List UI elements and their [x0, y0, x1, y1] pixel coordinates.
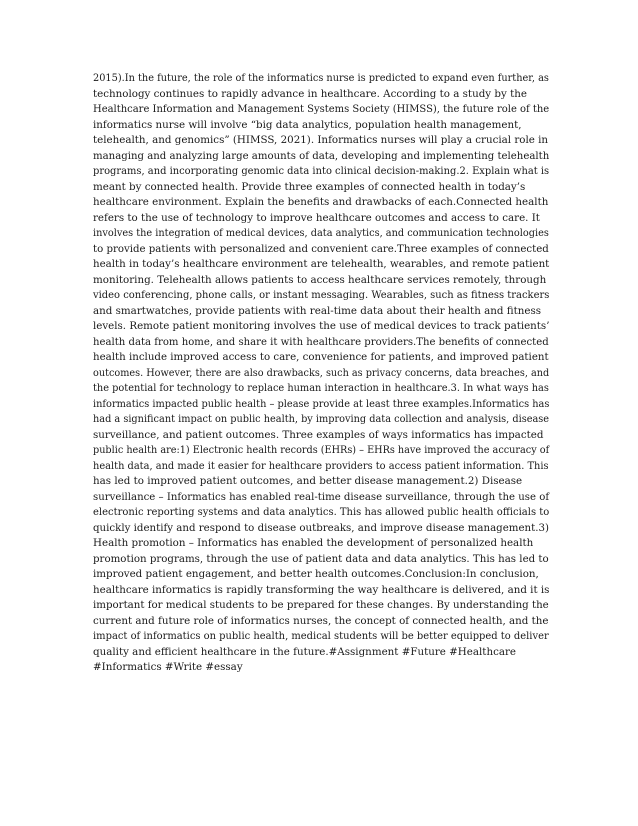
- text-line: informatics nurse will involve “big data analytics, population health management,: [93, 118, 522, 131]
- text-line: health include improved access to care, convenience for patients, and improved patient: [93, 351, 549, 363]
- text-line: improved patient engagement, and better health outcomes.Conclusion:In conclusion,: [93, 568, 539, 580]
- text-line: surveillance, and patient outcomes. Three examples of ways informatics has impacted: [93, 428, 544, 441]
- text-line: Health promotion – Informatics has enabled the development of personalized health: [93, 537, 534, 549]
- text-line: #Informatics #Write #essay: [93, 661, 243, 673]
- text-line: and smartwatches, provide patients with real-time data about their health and fitness: [93, 304, 542, 317]
- text-line: informatics impacted public health – please provide at least three examples.Informatics has: [93, 397, 550, 410]
- text-line: electronic reporting systems and data analytics. This has allowed public health officials to: [93, 506, 550, 518]
- text-line: refers to the use of technology to improve healthcare outcomes and access to care. It: [93, 211, 540, 224]
- text-line: healthcare environment. Explain the benefits and drawbacks of each.Connected health: [93, 196, 549, 208]
- text-line: levels. Remote patient monitoring involves the use of medical devices to track patients’: [93, 320, 550, 332]
- text-line: surveillance – Informatics has enabled real-time disease surveillance, through the use of: [93, 490, 550, 503]
- text-line: impact of informatics on public health, medical students will be better equipped to deliver: [93, 630, 549, 642]
- text-line: current and future role of informatics nurses, the concept of connected health, and the: [93, 614, 549, 627]
- text-line: Healthcare Information and Management Systems Society (HIMSS), the future role of the: [93, 103, 550, 115]
- body-text: [93, 71, 550, 676]
- text-line: outcomes. However, there are also drawbacks, such as privacy concerns, data breaches, and: [93, 366, 550, 379]
- text-line: telehealth, and genomics” (HIMSS, 2021). Informatics nurses will play a crucial role in: [93, 134, 549, 146]
- text-line: had a significant impact on public health, by improving data collection and analysis, disease: [93, 413, 550, 425]
- text-line: quality and efficient healthcare in the future.#Assignment #Future #Healthcare: [93, 645, 517, 658]
- text-line: 2015).In the future, the role of the informatics nurse is predicted to expand even further, as: [93, 72, 549, 84]
- text-line: monitoring. Telehealth allows patients to access healthcare services remotely, through: [93, 273, 547, 286]
- text-line: managing and analyzing large amounts of data, developing and implementing telehealth: [93, 149, 550, 162]
- text-line: the potential for technology to replace human interaction in healthcare.3. In what ways has: [93, 382, 549, 394]
- text-line: quickly identify and respond to disease outbreaks, and improve disease management.3): [93, 521, 549, 534]
- text-line: health data from home, and share it with healthcare providers.The benefits of connected: [93, 335, 549, 348]
- text-line: to provide patients with personalized and convenient care.Three examples of connected: [93, 242, 549, 255]
- text-line: involves the integration of medical devices, data analytics, and communication technologies: [93, 227, 549, 239]
- text-line: programs, and incorporating genomic data into clinical decision-making.2. Explain what is: [93, 165, 550, 177]
- text-line: video conferencing, phone calls, or instant messaging. Wearables, such as fitness trackers: [93, 289, 550, 301]
- text-line: public health are:1) Electronic health records (EHRs) – EHRs have improved the accuracy of: [93, 444, 550, 456]
- text-line: meant by connected health. Provide three examples of connected health in today’s: [93, 180, 526, 193]
- text-line: healthcare informatics is rapidly transforming the way healthcare is delivered, and it is: [93, 583, 550, 596]
- text-line: promotion programs, through the use of patient data and data analytics. This has led to: [93, 552, 549, 565]
- text-line: important for medical students to be prepared for these changes. By understanding the: [93, 599, 549, 611]
- text-line: technology continues to rapidly advance in healthcare. According to a study by the: [93, 87, 527, 100]
- text-line: health in today’s healthcare environment are telehealth, wearables, and remote patient: [93, 258, 550, 270]
- text-line: health data, and made it easier for healthcare providers to access patient information. This: [93, 459, 549, 472]
- text-line: has led to improved patient outcomes, and better disease management.2) Disease: [93, 475, 523, 487]
